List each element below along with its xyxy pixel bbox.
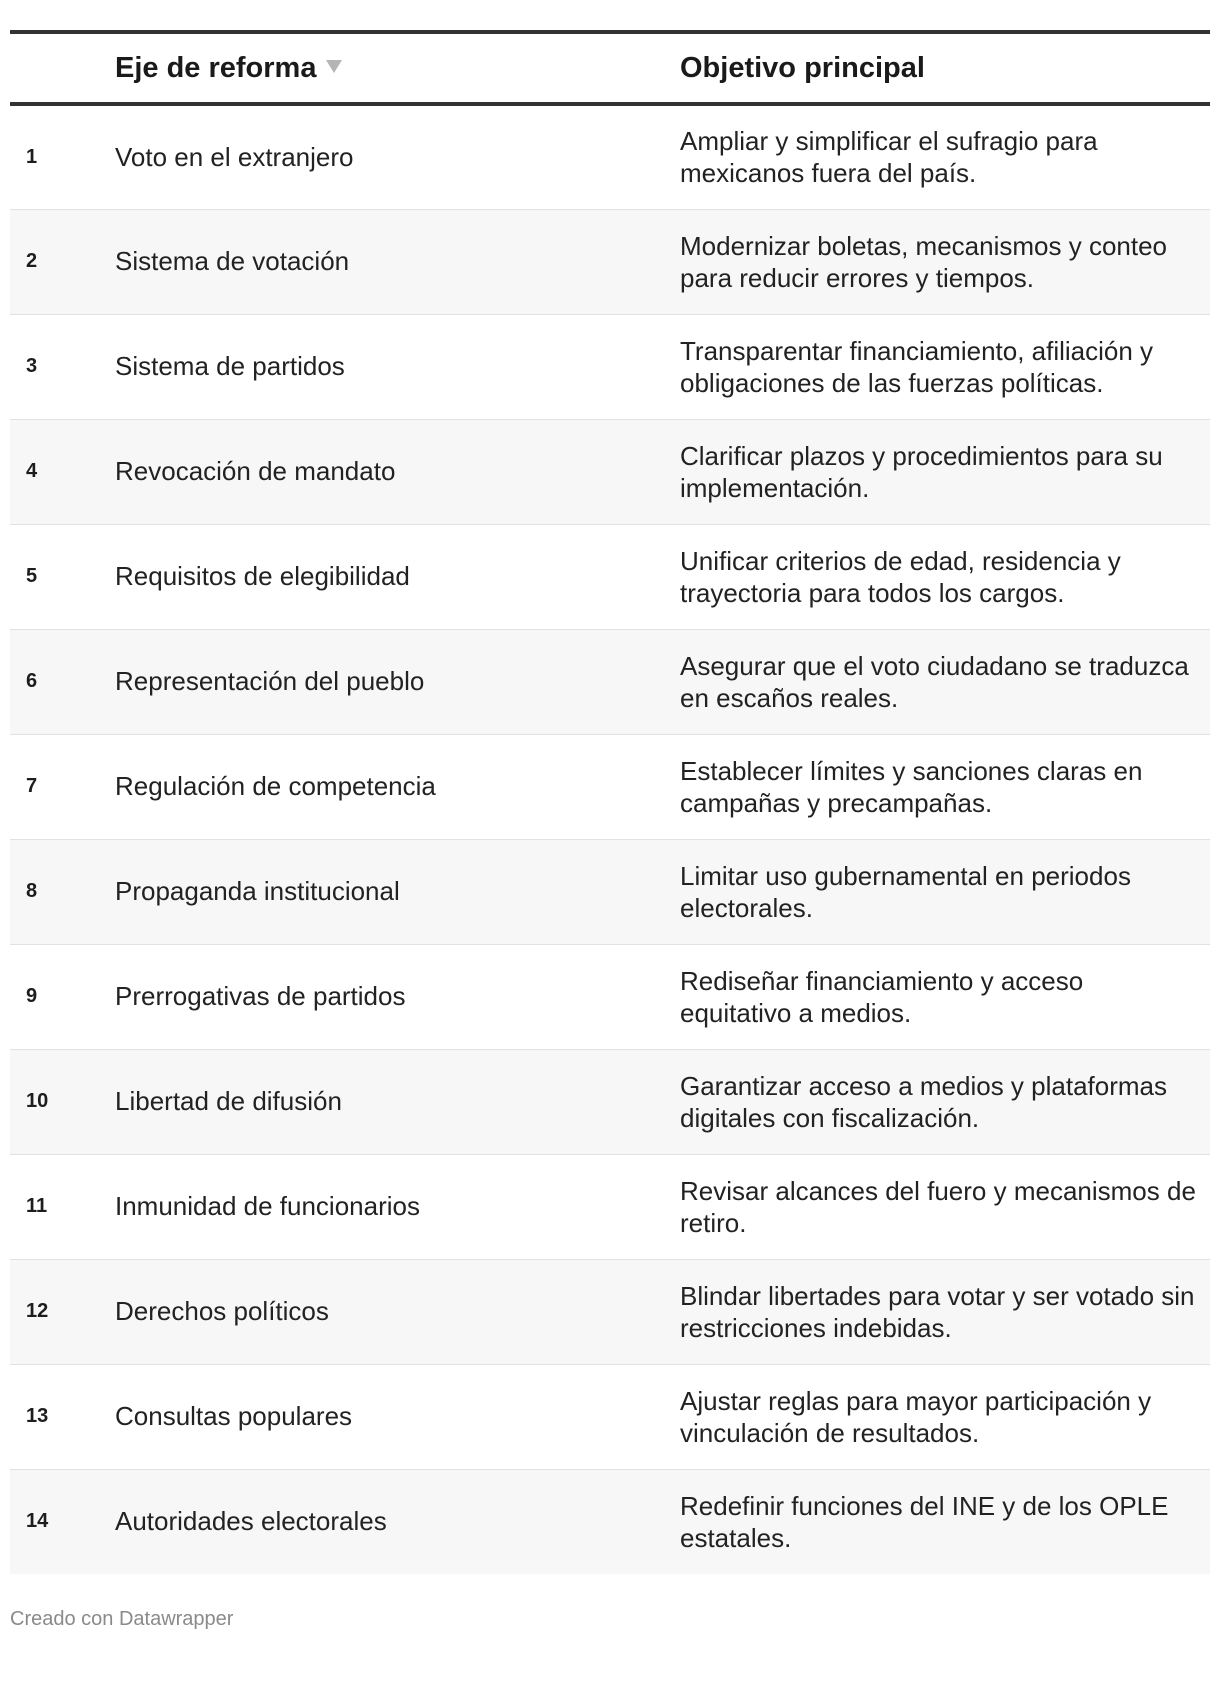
row-axis: Inmunidad de funcionarios [115, 1191, 420, 1221]
table-body [10, 104, 1210, 1574]
row-axis: Propaganda institucional [115, 876, 400, 906]
table-row [10, 314, 1210, 419]
row-number: 13 [26, 1405, 49, 1427]
row-axis: Libertad de difusión [115, 1086, 342, 1116]
row-objective: Ampliar y simplificar el sufragio para mexicanos fuera del país. [680, 126, 1098, 189]
table-row [10, 839, 1210, 944]
table-row [10, 1049, 1210, 1154]
row-objective: Garantizar acceso a medios y plataformas digitales con fiscalización. [680, 1070, 1167, 1133]
reform-table [10, 30, 1210, 1574]
row-number: 11 [26, 1195, 48, 1217]
header-objective[interactable] [680, 32, 1210, 104]
row-number: 10 [26, 1090, 49, 1112]
credit-text: Creado con Datawrapper [10, 1608, 234, 1630]
table-row [10, 1259, 1210, 1364]
row-number: 6 [26, 670, 38, 692]
row-axis: Representación del pueblo [115, 666, 425, 696]
table-row [10, 1469, 1210, 1574]
table-row [10, 944, 1210, 1049]
row-axis: Sistema de partidos [115, 351, 345, 381]
table-row [10, 734, 1210, 839]
sort-descending-icon[interactable] [326, 60, 342, 73]
row-objective: Blindar libertades para votar y ser votado sin restricciones indebidas. [680, 1280, 1195, 1343]
row-axis: Autoridades electorales [115, 1506, 387, 1537]
datawrapper-table-container [10, 30, 1210, 1631]
row-objective: Redefinir funciones del INE y de los OPLE estatales. [680, 1490, 1169, 1553]
row-objective: Establecer límites y sanciones claras en campañas y precampañas. [680, 755, 1143, 818]
row-number: 5 [26, 565, 38, 587]
table-row [10, 1364, 1210, 1469]
header-axis-label: Eje de reforma [115, 51, 317, 84]
row-objective: Transparentar financiamiento, afiliación y obligaciones de las fuerzas políticas. [680, 335, 1154, 398]
table-row [10, 1154, 1210, 1259]
row-number: 3 [26, 355, 38, 377]
row-objective: Clarificar plazos y procedimientos para su implementación. [680, 440, 1163, 503]
row-number: 12 [26, 1300, 49, 1322]
row-number: 8 [26, 880, 38, 902]
header-number [10, 32, 115, 104]
table-header-row [10, 32, 1210, 104]
header-objective-label: Objetivo principal [680, 51, 925, 84]
row-axis: Requisitos de elegibilidad [115, 561, 410, 591]
row-axis: Regulación de competencia [115, 771, 436, 801]
row-objective: Unificar criterios de edad, residencia y trayectoria para todos los cargos. [680, 545, 1121, 608]
row-objective: Ajustar reglas para mayor participación y vinculación de resultados. [680, 1385, 1152, 1448]
table-row [10, 629, 1210, 734]
row-axis: Derechos políticos [115, 1296, 329, 1326]
row-objective: Limitar uso gubernamental en periodos electorales. [680, 860, 1131, 923]
table-row [10, 524, 1210, 629]
row-objective: Revisar alcances del fuero y mecanismos de retiro. [680, 1175, 1196, 1238]
row-axis: Revocación de mandato [115, 456, 396, 486]
row-number: 2 [26, 250, 38, 272]
header-axis[interactable] [115, 32, 680, 104]
row-axis: Prerrogativas de partidos [115, 981, 406, 1011]
table-row [10, 419, 1210, 524]
row-axis: Consultas populares [115, 1401, 353, 1431]
datawrapper-credit[interactable] [10, 1608, 1210, 1631]
row-objective: Modernizar boletas, mecanismos y conteo para reducir errores y tiempos. [680, 230, 1168, 293]
row-number: 1 [26, 145, 38, 168]
row-number: 14 [26, 1510, 49, 1533]
row-axis: Voto en el extranjero [115, 141, 354, 172]
row-number: 9 [26, 985, 38, 1007]
row-objective: Asegurar que el voto ciudadano se traduzca en escaños reales. [680, 650, 1189, 713]
row-number: 4 [26, 460, 38, 482]
table-row [10, 104, 1210, 209]
row-objective: Rediseñar financiamiento y acceso equitativo a medios. [680, 965, 1084, 1028]
row-axis: Sistema de votación [115, 246, 350, 276]
table-row [10, 209, 1210, 314]
row-number: 7 [26, 775, 38, 797]
